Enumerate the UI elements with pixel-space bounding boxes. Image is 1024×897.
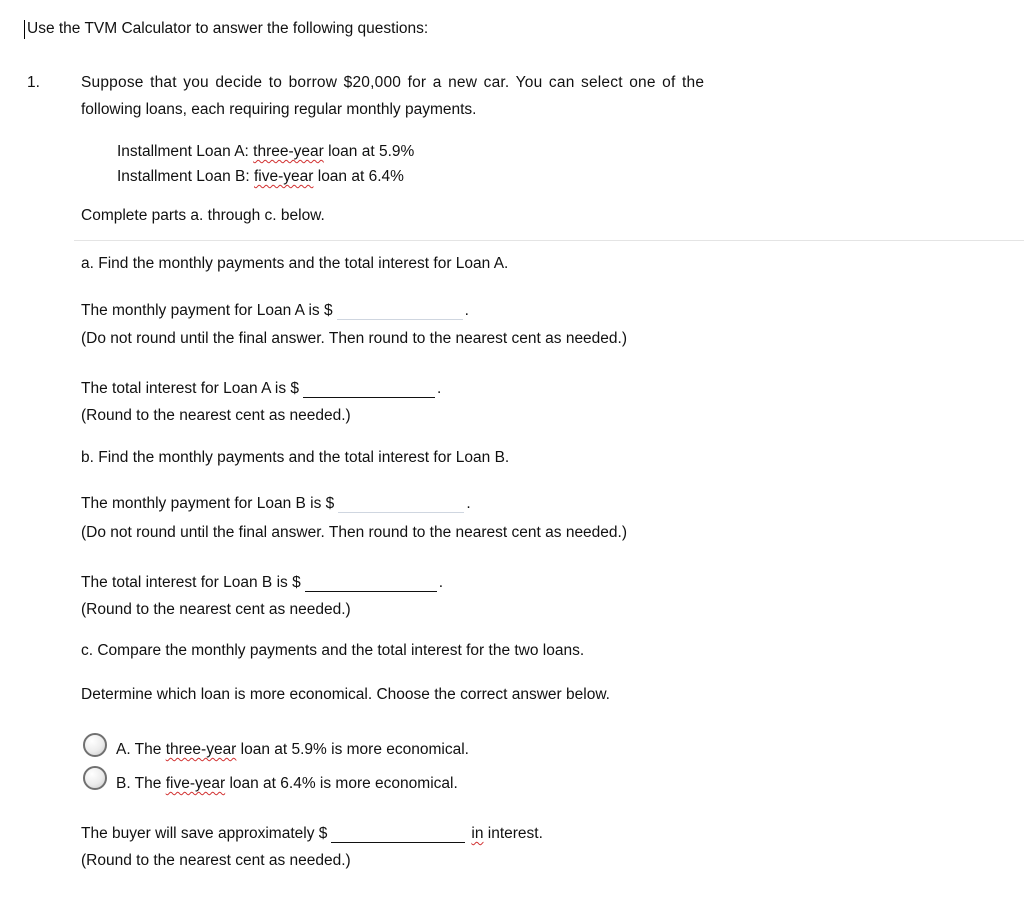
part-a-heading: a. Find the monthly payments and the total interest for Loan A. — [81, 255, 509, 272]
part-c-heading: c. Compare the monthly payments and the total interest for the two loans. — [81, 642, 585, 659]
option-a-pre: The — [130, 741, 166, 758]
part-b-monthly-label: The monthly payment for Loan B is $ — [81, 495, 335, 512]
instruction-heading: Use the TVM Calculator to answer the following questions: — [27, 20, 429, 37]
option-a-term: three-year — [165, 741, 237, 758]
part-b-monthly-period: . — [466, 495, 471, 512]
part-c-prompt: Determine which loan is more economical. Choose the correct answer below. — [81, 686, 610, 703]
option-b-term: five-year — [165, 775, 226, 792]
savings-in: in — [471, 825, 484, 842]
option-b-pre: The — [130, 775, 166, 792]
savings-label: The buyer will save approximately $ — [81, 825, 328, 842]
part-a-monthly-note: (Do not round until the final answer. Then round to the nearest cent as needed.) — [81, 330, 628, 347]
loan-a-suffix: loan at 5.9% — [323, 143, 415, 160]
savings-note: (Round to the nearest cent as needed.) — [81, 852, 351, 869]
part-a-monthly-label: The monthly payment for Loan A is $ — [81, 302, 333, 319]
loan-b-suffix: loan at 6.4% — [313, 168, 404, 185]
option-b-letter: B. — [116, 775, 131, 792]
loan-a-description — [117, 143, 414, 161]
loan-a-prefix: Installment Loan A: — [117, 143, 254, 160]
part-b-total-interest-input[interactable] — [305, 573, 437, 592]
part-a-total-interest-input[interactable] — [303, 379, 435, 398]
loan-b-prefix: Installment Loan B: — [117, 168, 254, 185]
part-b-heading: b. Find the monthly payments and the total interest for Loan B. — [81, 449, 510, 466]
part-b-interest-row — [81, 573, 443, 592]
option-a-radio[interactable] — [83, 733, 107, 757]
savings-row — [81, 824, 543, 843]
loan-a-term: three-year — [253, 143, 324, 160]
text-cursor — [24, 20, 25, 39]
question-intro-line1: Suppose that you decide to borrow $20,000 for a new car. You can select one of the — [81, 74, 705, 91]
part-a-interest-note: (Round to the nearest cent as needed.) — [81, 407, 351, 424]
option-b-post: loan at 6.4% is more economical. — [225, 775, 458, 792]
part-a-interest-period: . — [437, 380, 442, 397]
option-a-text[interactable] — [116, 741, 469, 759]
part-a-interest-label: The total interest for Loan A is $ — [81, 380, 299, 397]
part-b-interest-label: The total interest for Loan B is $ — [81, 574, 301, 591]
part-b-monthly-note: (Do not round until the final answer. Then round to the nearest cent as needed.) — [81, 524, 628, 541]
question-number: 1. — [27, 74, 40, 91]
loan-b-description — [117, 168, 404, 186]
part-a-monthly-period: . — [464, 302, 469, 319]
loan-b-term: five-year — [254, 168, 314, 185]
savings-amount-input[interactable] — [331, 824, 465, 843]
question-intro-line2: following loans, each requiring regular monthly payments. — [81, 101, 477, 118]
section-divider — [74, 240, 1024, 241]
part-b-interest-note: (Round to the nearest cent as needed.) — [81, 601, 351, 618]
part-b-interest-period: . — [438, 574, 444, 591]
complete-parts-text: Complete parts a. through c. below. — [81, 207, 325, 224]
part-b-monthly-payment-input[interactable] — [338, 494, 464, 513]
option-a-post: loan at 5.9% is more economical. — [236, 741, 469, 758]
part-b-monthly-row — [81, 494, 471, 513]
option-b-radio[interactable] — [83, 766, 107, 790]
part-a-interest-row — [81, 379, 441, 398]
savings-suffix: interest. — [483, 825, 543, 842]
part-a-monthly-payment-input[interactable] — [337, 301, 463, 320]
option-b-text[interactable] — [116, 775, 458, 793]
part-a-monthly-row — [81, 301, 469, 320]
option-a-letter: A. — [116, 741, 131, 758]
